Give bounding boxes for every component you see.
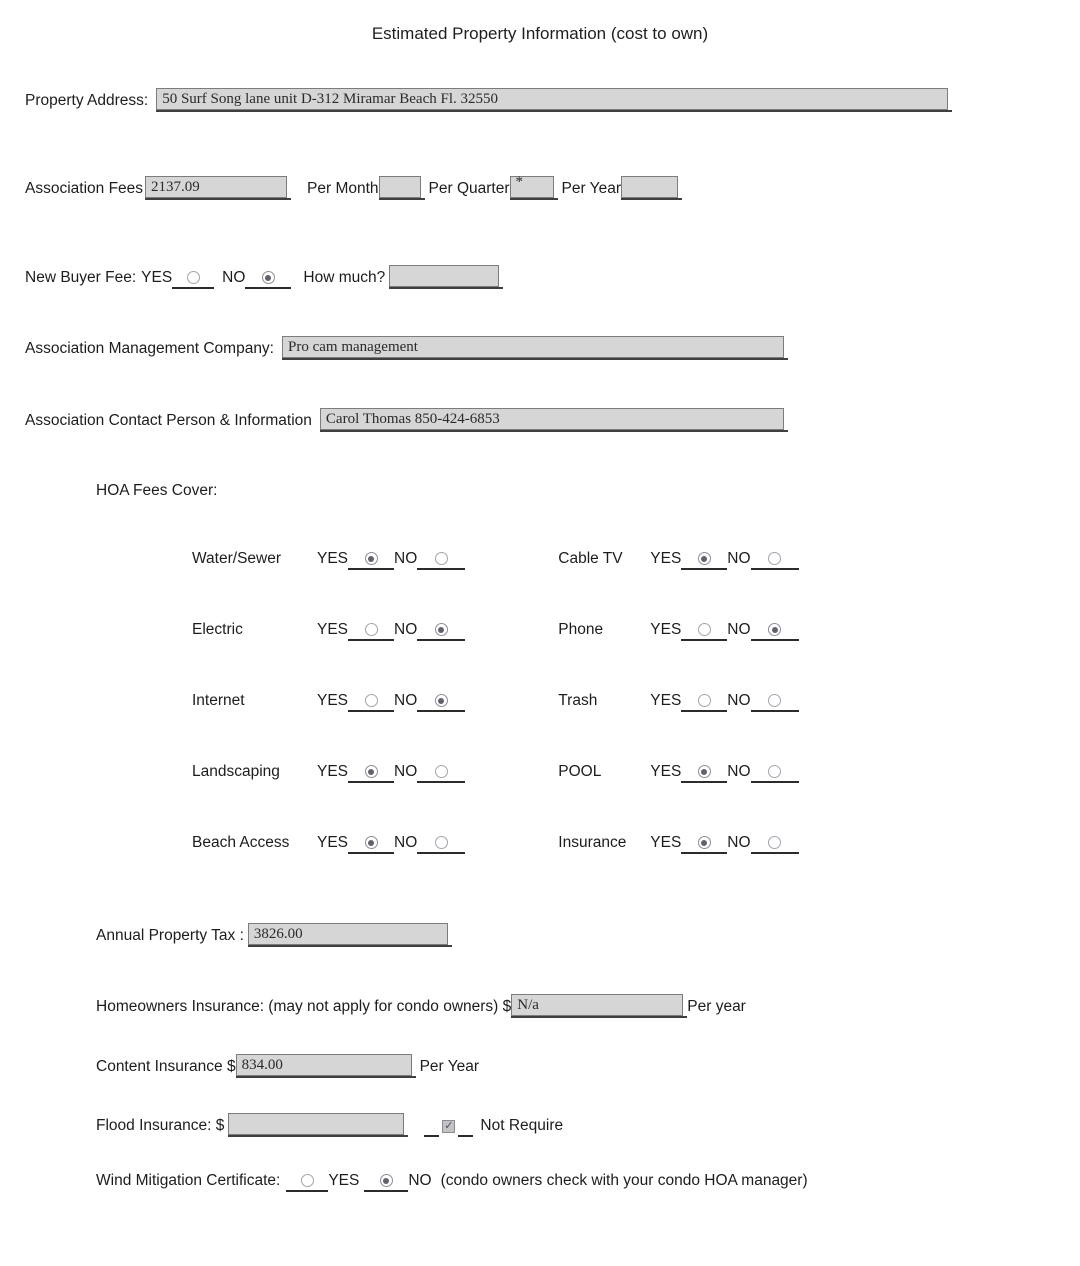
yes-label: YES [317, 550, 349, 567]
no-radio[interactable] [751, 835, 799, 854]
content-per-year-label: Per Year [419, 1058, 480, 1075]
hoa-item-label: Water/Sewer [192, 550, 282, 567]
per-year-label: Per Year [561, 180, 621, 197]
hoa-item-label: Trash [558, 692, 598, 709]
no-label: NO [727, 692, 751, 709]
property-address-row [25, 88, 952, 112]
content-insurance-row [96, 1054, 479, 1078]
flood-insurance-label: Flood Insurance: $ [96, 1117, 225, 1134]
how-much-underline [389, 265, 503, 289]
per-quarter-input[interactable] [510, 176, 554, 198]
yes-label: YES [317, 692, 349, 709]
yes-radio-circle[interactable] [698, 765, 711, 778]
yes-radio[interactable] [681, 622, 727, 641]
per-quarter-value: * [515, 174, 524, 190]
wind-mitigation-label: Wind Mitigation Certificate: [96, 1172, 281, 1189]
yes-no-group [650, 550, 798, 570]
flood-insurance-row [96, 1113, 563, 1137]
yes-radio-circle[interactable] [698, 623, 711, 636]
new-buyer-yes-radio-circle[interactable] [187, 271, 200, 284]
homeowners-per-year-label: Per year [687, 998, 746, 1015]
hoa-item-label: Cable TV [558, 550, 623, 567]
yes-radio[interactable] [348, 764, 394, 783]
new-buyer-no-label: NO [222, 269, 246, 286]
hoa-row-1 [192, 550, 799, 570]
no-label: NO [394, 834, 418, 851]
yes-label: YES [650, 621, 682, 638]
per-year-underline [621, 176, 682, 200]
yes-radio-circle[interactable] [698, 694, 711, 707]
new-buyer-no-radio-circle[interactable] [262, 271, 275, 284]
how-much-label: How much? [303, 269, 386, 286]
hoa-row-5 [192, 834, 799, 854]
no-radio-circle[interactable] [435, 552, 448, 565]
no-label: NO [727, 763, 751, 780]
no-radio[interactable] [751, 764, 799, 783]
property-address-input[interactable]: 50 Surf Song lane unit D-312 Miramar Beach Fl. 32550 [156, 88, 948, 110]
flood-not-require-checkbox[interactable] [442, 1120, 455, 1133]
how-much-input[interactable] [389, 265, 499, 287]
hoa-row-3 [192, 692, 799, 712]
hoa-item-label: Landscaping [192, 763, 280, 780]
no-radio[interactable] [417, 693, 465, 712]
homeowners-insurance-input[interactable]: N/a [511, 994, 683, 1016]
no-radio-circle[interactable] [435, 623, 448, 636]
yes-label: YES [650, 763, 682, 780]
no-radio-circle[interactable] [435, 694, 448, 707]
association-fees-input[interactable]: 2137.09 [145, 176, 287, 198]
no-label: NO [394, 550, 418, 567]
hoa-row-4 [192, 763, 799, 783]
association-fees-underline [145, 176, 291, 200]
page-title: Estimated Property Information (cost to own) [371, 24, 709, 43]
no-radio[interactable] [751, 551, 799, 570]
contact-person-label: Association Contact Person & Information [25, 412, 312, 429]
hoa-item-label: Beach Access [192, 834, 290, 851]
content-insurance-underline [236, 1054, 416, 1078]
wind-no-label: NO [408, 1172, 432, 1189]
flood-insurance-input[interactable] [228, 1113, 404, 1135]
new-buyer-yes-label: YES [141, 269, 173, 286]
content-insurance-input[interactable]: 834.00 [236, 1054, 412, 1076]
flood-underscore [458, 1118, 473, 1137]
association-fees-label: Association Fees [25, 180, 144, 197]
no-radio-circle[interactable] [768, 552, 781, 565]
yes-label: YES [650, 692, 682, 709]
per-month-input[interactable] [379, 176, 421, 198]
yes-label: YES [317, 834, 349, 851]
yes-radio[interactable] [348, 622, 394, 641]
yes-radio-circle[interactable] [698, 552, 711, 565]
no-radio-circle[interactable] [435, 836, 448, 849]
yes-radio-circle[interactable] [365, 552, 378, 565]
no-radio-circle[interactable] [768, 694, 781, 707]
no-radio-circle[interactable] [768, 623, 781, 636]
yes-radio[interactable] [681, 764, 727, 783]
yes-no-group [317, 763, 465, 783]
no-label: NO [727, 621, 751, 638]
contact-person-input[interactable]: Carol Thomas 850-424-6853 [320, 408, 784, 430]
wind-yes-radio-circle[interactable] [301, 1174, 314, 1187]
wind-no-radio-circle[interactable] [380, 1174, 393, 1187]
yes-radio[interactable] [681, 835, 727, 854]
no-radio-circle[interactable] [768, 765, 781, 778]
flood-underscore [424, 1118, 439, 1137]
yes-label: YES [317, 621, 349, 638]
yes-no-group [650, 834, 798, 854]
association-fees-row [25, 176, 682, 200]
no-radio[interactable] [751, 622, 799, 641]
per-month-underline [379, 176, 425, 200]
yes-label: YES [650, 834, 682, 851]
flood-not-require-checkbox-seg[interactable] [439, 1118, 458, 1137]
per-month-label: Per Month [307, 180, 379, 197]
yes-no-group [317, 621, 465, 641]
yes-no-group [650, 692, 798, 712]
yes-no-group [317, 834, 465, 854]
yes-radio[interactable] [681, 693, 727, 712]
yes-radio-circle[interactable] [365, 765, 378, 778]
homeowners-insurance-underline [511, 994, 687, 1018]
wind-yes-radio[interactable] [286, 1173, 328, 1192]
contact-person-row [25, 408, 788, 432]
hoa-item-label: Phone [558, 621, 604, 638]
yes-radio-circle[interactable] [365, 623, 378, 636]
yes-radio[interactable] [348, 693, 394, 712]
yes-no-group [317, 550, 465, 570]
yes-label: YES [317, 763, 349, 780]
annual-tax-row [96, 923, 452, 947]
new-buyer-fee-row [25, 265, 503, 289]
per-quarter-label: Per Quarter [428, 180, 510, 197]
yes-no-group [650, 763, 798, 783]
yes-radio-circle[interactable] [365, 836, 378, 849]
new-buyer-yes-radio[interactable] [172, 270, 214, 289]
not-require-label: Not Require [480, 1117, 564, 1134]
no-radio[interactable] [417, 551, 465, 570]
management-company-row [25, 336, 788, 360]
new-buyer-fee-label: New Buyer Fee: [25, 269, 137, 286]
wind-yes-label: YES [328, 1172, 360, 1189]
per-quarter-underline [510, 176, 558, 200]
wind-no-radio[interactable] [364, 1173, 408, 1192]
annual-tax-input[interactable]: 3826.00 [248, 923, 448, 945]
no-label: NO [727, 550, 751, 567]
no-label: NO [394, 621, 418, 638]
hoa-item-label: Internet [192, 692, 245, 709]
no-radio[interactable] [417, 835, 465, 854]
flood-insurance-underline [228, 1113, 408, 1137]
homeowners-insurance-row [96, 994, 746, 1018]
no-radio[interactable] [417, 622, 465, 641]
per-year-input[interactable] [621, 176, 678, 198]
contact-person-underline [320, 408, 788, 432]
yes-radio[interactable] [348, 835, 394, 854]
no-label: NO [394, 692, 418, 709]
yes-label: YES [650, 550, 682, 567]
hoa-item-label: Insurance [558, 834, 627, 851]
homeowners-insurance-label: Homeowners Insurance: (may not apply for condo owners) $ [96, 998, 512, 1015]
yes-radio[interactable] [681, 551, 727, 570]
no-label: NO [727, 834, 751, 851]
yes-radio-circle[interactable] [698, 836, 711, 849]
yes-radio-circle[interactable] [365, 694, 378, 707]
no-label: NO [394, 763, 418, 780]
no-radio[interactable] [751, 693, 799, 712]
hoa-row-2 [192, 621, 799, 641]
new-buyer-no-radio[interactable] [245, 270, 291, 289]
yes-radio[interactable] [348, 551, 394, 570]
property-address-label: Property Address: [25, 92, 149, 109]
annual-tax-label: Annual Property Tax : [96, 927, 244, 944]
management-company-input[interactable]: Pro cam management [282, 336, 784, 358]
annual-tax-underline [248, 923, 452, 947]
no-radio-circle[interactable] [768, 836, 781, 849]
wind-note: (condo owners check with your condo HOA manager) [440, 1172, 808, 1189]
hoa-heading-row [96, 482, 217, 502]
hoa-item-label: POOL [558, 763, 602, 780]
hoa-heading: HOA Fees Cover: [96, 482, 218, 499]
wind-mitigation-row [96, 1172, 808, 1192]
yes-no-group [650, 621, 798, 641]
management-company-label: Association Management Company: [25, 340, 274, 357]
no-radio-circle[interactable] [435, 765, 448, 778]
management-company-underline [282, 336, 788, 360]
content-insurance-label: Content Insurance $ [96, 1058, 236, 1075]
yes-no-group [317, 692, 465, 712]
no-radio[interactable] [417, 764, 465, 783]
hoa-item-label: Electric [192, 621, 243, 638]
property-address-underline [156, 88, 952, 112]
